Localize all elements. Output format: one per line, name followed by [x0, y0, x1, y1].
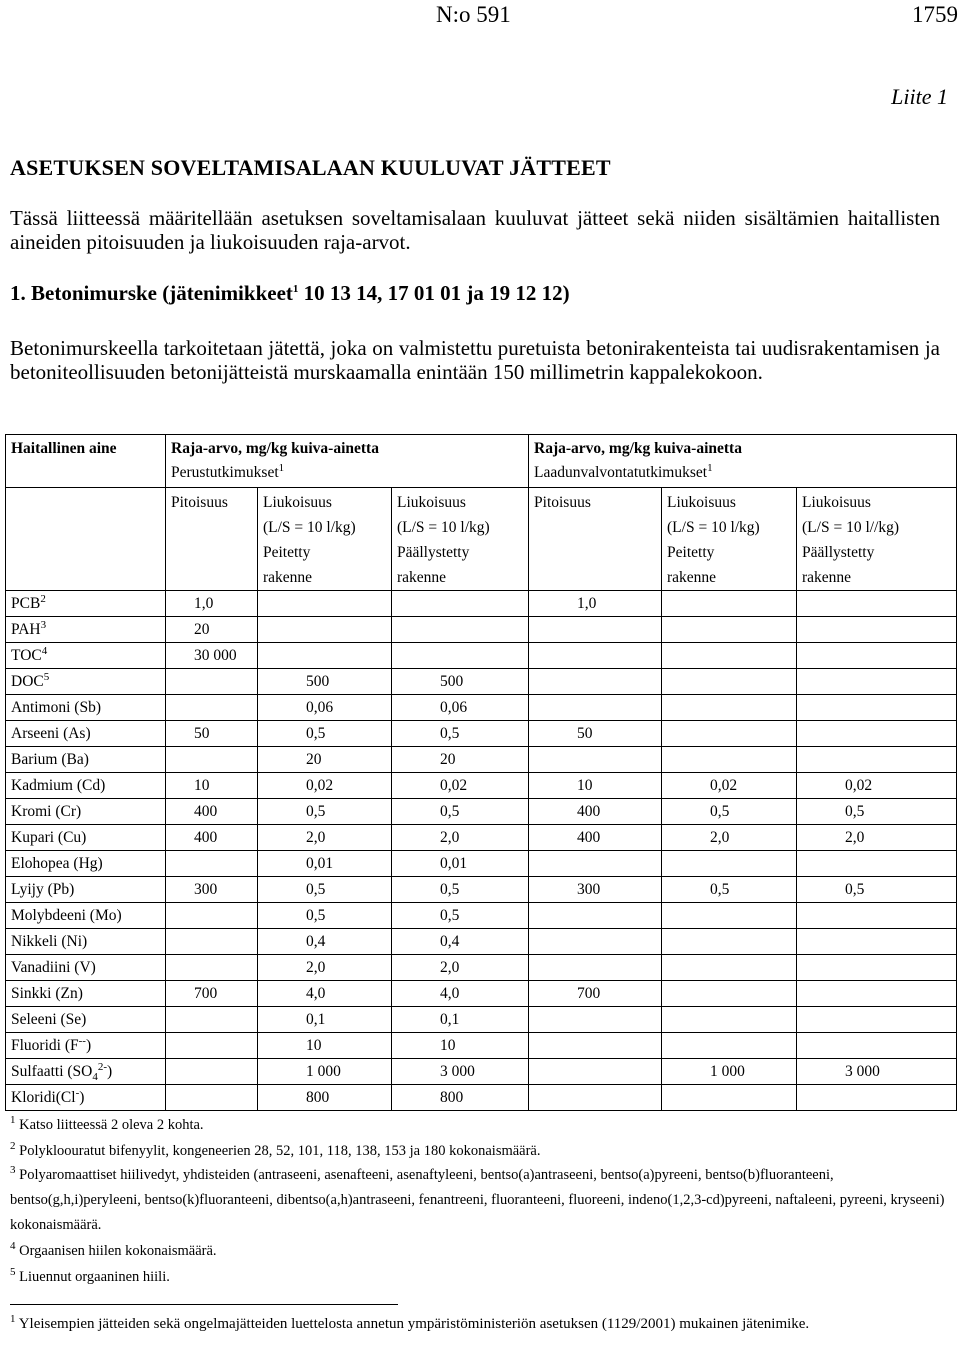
footnote — [10, 1312, 945, 1336]
value-cell: 1,0 — [166, 591, 258, 617]
table-note-number: 5 — [10, 1266, 16, 1279]
subheader-cell — [797, 488, 957, 591]
value-cell — [392, 617, 529, 643]
substance-cell — [6, 643, 166, 669]
value-cell: 300 — [529, 877, 662, 903]
value-cell: 0,5 — [392, 721, 529, 747]
value-cell — [662, 981, 797, 1007]
value-cell: 400 — [166, 825, 258, 851]
substance-name: Vanadiini (V) — [11, 959, 96, 976]
table-row — [6, 903, 957, 929]
subheader-line: Pitoisuus — [171, 494, 228, 511]
substance-name: Nikkeli (Ni) — [11, 933, 88, 950]
table-row — [6, 669, 957, 695]
value-cell — [529, 695, 662, 721]
substance-cell — [6, 825, 166, 851]
substance-superscript: 5 — [43, 670, 50, 683]
section-heading-footnote-ref: 1 — [292, 283, 299, 295]
value-cell: 0,06 — [392, 695, 529, 721]
substance-cell — [6, 903, 166, 929]
substance-name-suffix: ) — [107, 1063, 113, 1080]
value-cell — [529, 1085, 662, 1111]
value-cell — [166, 851, 258, 877]
value-cell: 0,5 — [392, 903, 529, 929]
table-note-number: 4 — [10, 1240, 16, 1253]
table-note-text: Orgaanisen hiilen kokonaismäärä. — [19, 1243, 217, 1259]
table-row — [6, 643, 957, 669]
value-cell: 300 — [166, 877, 258, 903]
value-cell — [797, 591, 957, 617]
value-cell: 0,4 — [392, 929, 529, 955]
value-cell — [166, 669, 258, 695]
value-cell — [797, 721, 957, 747]
value-cell — [662, 955, 797, 981]
value-cell: 20 — [166, 617, 258, 643]
footnote-number: 1 — [10, 1313, 16, 1325]
value-cell — [797, 851, 957, 877]
value-cell: 700 — [529, 981, 662, 1007]
intro-paragraph: Tässä liitteessä määritellään asetuksen soveltamisalaan kuuluvat jätteet sekä niiden sisältämien haitallisten aineiden pitoisuuden ja liukoisuuden raja-arvot. — [10, 206, 940, 254]
table-header-row-2 — [6, 488, 957, 591]
limit-values-table — [5, 434, 957, 1111]
value-cell: 20 — [258, 747, 392, 773]
substance-subscript: 4 — [92, 1071, 98, 1084]
value-cell: 3 000 — [392, 1059, 529, 1085]
value-cell — [662, 903, 797, 929]
value-cell — [529, 669, 662, 695]
value-cell — [166, 1059, 258, 1085]
table-note-text: Polyaromaattiset hiilivedyt, yhdisteiden (antraseeni, asenafteeni, asenaftyleeni, bentso(a)antraseeni, bentso(a)pyreeni, bentso(b)fluoranteeni, bentso(g,h,i)peryleeni, bentso(k)fluoranteeni, dibentso(a,h)antraseeni, fenantreeni, fluoranteeni, fluoreeni, indeno(1,2,3-cd)pyreeni, naftaleeni, pyreeni, kryseeni) kokonaismäärä. — [10, 1167, 945, 1233]
value-cell: 0,5 — [258, 799, 392, 825]
subheader-line: Päällystetty — [802, 544, 875, 561]
substance-superscript: 4 — [41, 644, 48, 657]
subheader-line: Liukoisuus — [802, 494, 871, 511]
value-cell — [662, 747, 797, 773]
table-row — [6, 747, 957, 773]
value-cell: 2,0 — [797, 825, 957, 851]
value-cell: 50 — [166, 721, 258, 747]
substance-name: Kloridi(Cl — [11, 1089, 76, 1106]
value-cell — [662, 1007, 797, 1033]
value-cell: 0,5 — [258, 721, 392, 747]
value-cell: 0,5 — [662, 877, 797, 903]
substance-name: Kromi (Cr) — [11, 803, 82, 820]
substance-name: Sinkki (Zn) — [11, 985, 83, 1002]
page-title: ASETUKSEN SOVELTAMISALAAN KUULUVAT JÄTTEET — [10, 155, 611, 180]
table-header-row-1 — [6, 435, 957, 488]
header-group-basic-ref: 1 — [278, 461, 285, 474]
value-cell: 700 — [166, 981, 258, 1007]
value-cell: 0,1 — [258, 1007, 392, 1033]
value-cell: 10 — [166, 773, 258, 799]
value-cell: 50 — [529, 721, 662, 747]
substance-name: Antimoni (Sb) — [11, 699, 101, 716]
value-cell — [258, 617, 392, 643]
value-cell: 2,0 — [662, 825, 797, 851]
value-cell: 0,5 — [258, 903, 392, 929]
subheader-line: Liukoisuus — [263, 494, 332, 511]
substance-cell — [6, 1059, 166, 1085]
substance-name: Arseeni (As) — [11, 725, 91, 742]
value-cell: 800 — [258, 1085, 392, 1111]
table-note — [10, 1265, 945, 1290]
substance-cell — [6, 773, 166, 799]
substance-name-suffix: ) — [79, 1089, 85, 1106]
value-cell: 10 — [258, 1033, 392, 1059]
value-cell: 3 000 — [797, 1059, 957, 1085]
table-row — [6, 773, 957, 799]
footnote-text: Yleisempien jätteiden sekä ongelmajätteiden luettelosta annetun ympäristöministeriön asetuksen (1129/2001) mukainen jätenimike. — [18, 1316, 810, 1332]
value-cell — [166, 1033, 258, 1059]
value-cell — [166, 1007, 258, 1033]
substance-name: PCB — [11, 595, 41, 612]
footnote-divider — [10, 1304, 398, 1305]
header-empty-cell — [6, 488, 166, 591]
page-number: 1759 — [912, 2, 958, 27]
value-cell — [797, 981, 957, 1007]
subheader-cell — [258, 488, 392, 591]
value-cell: 0,5 — [797, 877, 957, 903]
value-cell: 400 — [166, 799, 258, 825]
substance-name: Sulfaatti (SO — [11, 1063, 93, 1080]
value-cell — [392, 643, 529, 669]
subheader-line: Liukoisuus — [667, 494, 736, 511]
value-cell: 0,02 — [662, 773, 797, 799]
substance-cell — [6, 669, 166, 695]
value-cell: 0,01 — [258, 851, 392, 877]
value-cell — [166, 1085, 258, 1111]
substance-cell — [6, 877, 166, 903]
value-cell: 1 000 — [662, 1059, 797, 1085]
value-cell — [392, 591, 529, 617]
value-cell: 0,06 — [258, 695, 392, 721]
table-row — [6, 1033, 957, 1059]
value-cell — [529, 747, 662, 773]
header-group-quality-ref: 1 — [707, 461, 713, 474]
value-cell: 800 — [392, 1085, 529, 1111]
substance-cell — [6, 851, 166, 877]
table-note-text: Liuennut orgaaninen hiili. — [19, 1269, 170, 1285]
value-cell — [258, 643, 392, 669]
substance-cell — [6, 981, 166, 1007]
table-note-text: Katso liitteessä 2 oleva 2 kohta. — [19, 1117, 204, 1133]
subheader-line: (L/S = 10 l/kg) — [263, 519, 356, 536]
table-row — [6, 799, 957, 825]
value-cell: 0,4 — [258, 929, 392, 955]
value-cell — [797, 643, 957, 669]
value-cell: 1,0 — [529, 591, 662, 617]
value-cell — [797, 1007, 957, 1033]
substance-name: Seleeni (Se) — [11, 1011, 87, 1028]
value-cell: 0,5 — [392, 799, 529, 825]
value-cell — [662, 669, 797, 695]
table-note-number: 1 — [10, 1114, 16, 1127]
value-cell — [662, 617, 797, 643]
value-cell — [797, 695, 957, 721]
substance-cell — [6, 929, 166, 955]
value-cell: 2,0 — [392, 825, 529, 851]
value-cell — [166, 929, 258, 955]
table-row — [6, 929, 957, 955]
table-row — [6, 981, 957, 1007]
substance-name: Molybdeeni (Mo) — [11, 907, 122, 924]
section-heading-pre: 1. Betonimurske (jätenimikkeet — [10, 281, 293, 305]
subheader-line: (L/S = 10 l//kg) — [802, 519, 900, 536]
table-row — [6, 1085, 957, 1111]
table-row — [6, 955, 957, 981]
value-cell — [529, 617, 662, 643]
substance-name: DOC — [11, 673, 44, 690]
value-cell — [662, 929, 797, 955]
value-cell: 2,0 — [258, 825, 392, 851]
substance-name: TOC — [11, 647, 42, 664]
table-note — [10, 1163, 945, 1238]
value-cell: 0,5 — [258, 877, 392, 903]
value-cell: 20 — [392, 747, 529, 773]
value-cell — [797, 1033, 957, 1059]
table-note — [10, 1239, 945, 1264]
table-row — [6, 1059, 957, 1085]
value-cell — [529, 903, 662, 929]
substance-superscript: - — [75, 1086, 80, 1099]
table-row — [6, 825, 957, 851]
value-cell: 0,02 — [392, 773, 529, 799]
header-group-quality — [529, 435, 957, 488]
header-substance: Haitallinen aine — [6, 435, 166, 488]
value-cell — [529, 851, 662, 877]
value-cell — [662, 721, 797, 747]
value-cell — [662, 851, 797, 877]
substance-cell — [6, 695, 166, 721]
header-group-basic-title: Raja-arvo, mg/kg kuiva-ainetta — [171, 440, 379, 457]
subheader-cell — [392, 488, 529, 591]
value-cell: 500 — [258, 669, 392, 695]
value-cell — [797, 747, 957, 773]
subheader-line: Pitoisuus — [534, 494, 591, 511]
table-row — [6, 721, 957, 747]
value-cell: 2,0 — [392, 955, 529, 981]
subheader-line: rakenne — [802, 569, 852, 586]
subheader-line: Peitetty — [263, 544, 311, 561]
document-number: N:o 591 — [436, 2, 511, 27]
section-description: Betonimurskeella tarkoitetaan jätettä, joka on valmistettu puretuista betonirakenteista tai uudisrakentamisen ja betoniteollisuuden betonijätteistä murskaamalla enintään 150 millimetrin kappalekokoon. — [10, 336, 940, 384]
value-cell: 0,1 — [392, 1007, 529, 1033]
substance-cell — [6, 1033, 166, 1059]
header-group-basic — [166, 435, 529, 488]
substance-superscript: 3 — [40, 618, 47, 631]
substance-name: PAH — [11, 621, 41, 638]
value-cell — [797, 929, 957, 955]
value-cell — [797, 669, 957, 695]
substance-cell — [6, 591, 166, 617]
substance-cell — [6, 1085, 166, 1111]
substance-name: Elohopea (Hg) — [11, 855, 103, 872]
value-cell: 0,01 — [392, 851, 529, 877]
value-cell — [797, 617, 957, 643]
table-row — [6, 851, 957, 877]
value-cell — [662, 1085, 797, 1111]
value-cell — [797, 955, 957, 981]
table-note — [10, 1113, 945, 1138]
table-note-number: 2 — [10, 1140, 16, 1153]
table-row — [6, 617, 957, 643]
substance-superscript: -- — [78, 1034, 86, 1047]
value-cell: 400 — [529, 825, 662, 851]
subheader-cell — [662, 488, 797, 591]
table-row — [6, 695, 957, 721]
value-cell — [529, 955, 662, 981]
subheader-cell — [529, 488, 662, 591]
value-cell — [529, 1059, 662, 1085]
section-heading-post: 10 13 14, 17 01 01 ja 19 12 12) — [298, 281, 570, 305]
substance-name: Fluoridi (F — [11, 1037, 79, 1054]
value-cell — [662, 1033, 797, 1059]
substance-name: Barium (Ba) — [11, 751, 89, 768]
subheader-line: (L/S = 10 l/kg) — [667, 519, 760, 536]
header-group-basic-sub: Perustutkimukset — [171, 464, 279, 481]
substance-name-suffix: ) — [85, 1037, 92, 1054]
section-heading — [10, 281, 570, 306]
substance-cell — [6, 747, 166, 773]
subheader-line: (L/S = 10 l/kg) — [397, 519, 490, 536]
value-cell — [797, 1085, 957, 1111]
substance-cell — [6, 617, 166, 643]
subheader-line: Liukoisuus — [397, 494, 466, 511]
table-note-number: 3 — [10, 1164, 16, 1177]
subheader-line: Peitetty — [667, 544, 715, 561]
value-cell: 1 000 — [258, 1059, 392, 1085]
table-body — [6, 435, 957, 1111]
appendix-label: Liite 1 — [891, 84, 948, 109]
subheader-line: rakenne — [667, 569, 717, 586]
substance-name: Kupari (Cu) — [11, 829, 87, 846]
table-row — [6, 591, 957, 617]
value-cell — [166, 955, 258, 981]
substance-cell — [6, 721, 166, 747]
value-cell — [662, 643, 797, 669]
value-cell: 10 — [529, 773, 662, 799]
table-note — [10, 1139, 945, 1164]
substance-superscript: 2- — [97, 1060, 108, 1073]
header-group-quality-sub: Laadunvalvontatutkimukset — [534, 464, 708, 481]
value-cell — [529, 1007, 662, 1033]
value-cell — [258, 591, 392, 617]
value-cell: 0,02 — [797, 773, 957, 799]
value-cell — [797, 903, 957, 929]
substance-name: Lyijy (Pb) — [11, 881, 75, 898]
value-cell: 10 — [392, 1033, 529, 1059]
value-cell: 30 000 — [166, 643, 258, 669]
value-cell: 0,5 — [797, 799, 957, 825]
subheader-line: rakenne — [263, 569, 313, 586]
value-cell: 4,0 — [258, 981, 392, 1007]
table-row — [6, 877, 957, 903]
value-cell: 2,0 — [258, 955, 392, 981]
substance-cell — [6, 1007, 166, 1033]
subheader-line: rakenne — [397, 569, 447, 586]
substance-superscript: 2 — [40, 592, 46, 605]
value-cell: 0,5 — [392, 877, 529, 903]
value-cell: 0,5 — [662, 799, 797, 825]
substance-name: Kadmium (Cd) — [11, 777, 106, 794]
table-note-text: Polykloouratut bifenyylit, kongeneerien 28, 52, 101, 118, 138, 153 ja 180 kokonaismäärä. — [19, 1143, 541, 1159]
value-cell — [166, 747, 258, 773]
value-cell — [529, 1033, 662, 1059]
substance-cell — [6, 955, 166, 981]
header-group-quality-title: Raja-arvo, mg/kg kuiva-ainetta — [534, 440, 742, 457]
value-cell — [662, 591, 797, 617]
value-cell — [529, 643, 662, 669]
value-cell — [529, 929, 662, 955]
substance-cell — [6, 799, 166, 825]
value-cell: 4,0 — [392, 981, 529, 1007]
subheader-cell — [166, 488, 258, 591]
value-cell: 500 — [392, 669, 529, 695]
value-cell — [166, 695, 258, 721]
table-row — [6, 1007, 957, 1033]
value-cell — [662, 695, 797, 721]
value-cell — [166, 903, 258, 929]
value-cell: 400 — [529, 799, 662, 825]
subheader-line: Päällystetty — [397, 544, 470, 561]
value-cell: 0,02 — [258, 773, 392, 799]
